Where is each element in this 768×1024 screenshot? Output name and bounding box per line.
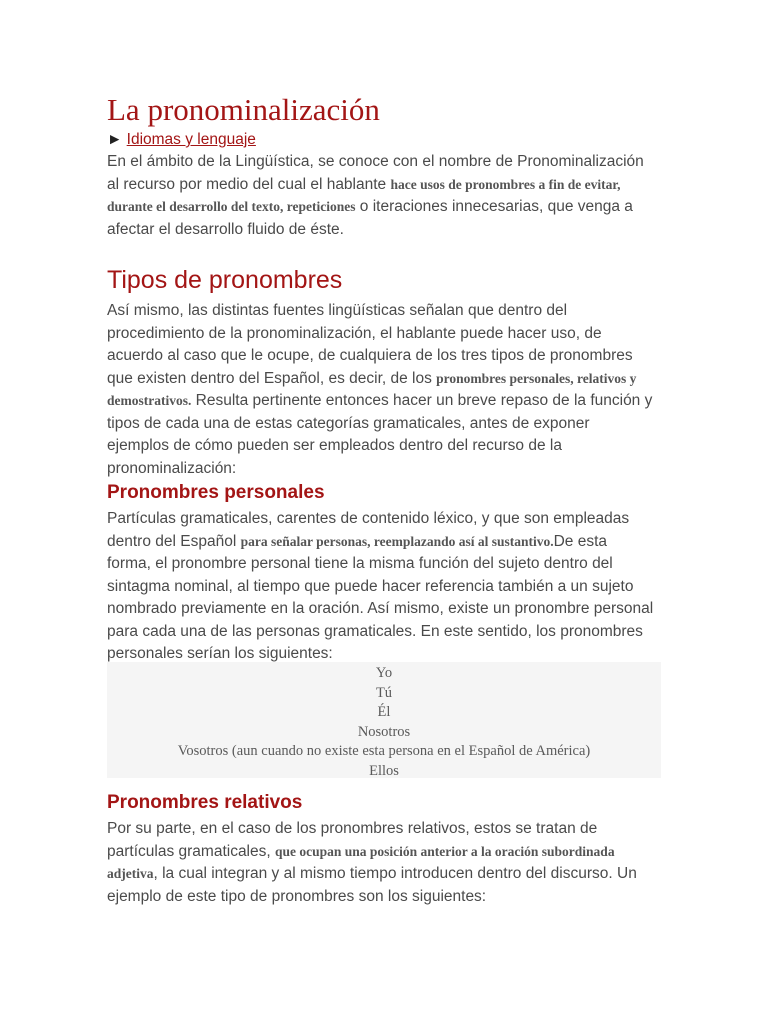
intro-text-2: o iteraciones innecesarias, que venga a afectar el desarrollo fluido de éste. (107, 198, 633, 238)
heading-pronombres-relativos: Pronombres relativos (107, 792, 303, 813)
relativos-bold-1: que ocupan una posición anterior a la oración subordinada adjetiva (107, 843, 615, 881)
tipos-paragraph (107, 300, 655, 480)
intro-bold-1: hace usos de pronombres a fin de evitar, durante el desarrollo del texto, repeticiones (107, 176, 621, 214)
list-item: Vosotros (aun cuando no existe esta persona en el Español de América) (177, 743, 591, 759)
list-item: Nosotros (357, 723, 411, 740)
intro-text-1: En el ámbito de la Lingüística, se conoce con el nombre de Pronominalización al recurso por medio del cual el hablante (107, 153, 644, 193)
tipos-bold-1: pronombres personales, relativos y demostrativos. (107, 370, 637, 408)
relativos-paragraph (107, 818, 655, 908)
intro-paragraph (107, 151, 655, 241)
relativos-text-2: , la cual integran y al mismo tiempo introducen dentro del discurso. Un ejemplo de este tipo de pronombres son los siguientes: (107, 865, 637, 905)
personales-text-1: Partículas gramaticales, carentes de contenido léxico, y que son empleadas dentro del Español (107, 510, 630, 550)
tipos-text-1: Así mismo, las distintas fuentes lingüísticas señalan que dentro del procedimiento de la pronominalización, el hablante puede hacer uso, de acuerdo al caso que le ocupe, de cualquiera de los tres tipos de pronombres que existen dentro del Español, es decir, de los (107, 302, 633, 387)
tipos-text-2: Resulta pertinente entonces hacer un breve repaso de la función y tipos de cada una de estas categorías gramaticales, antes de exponer ejemplos de cómo pueden ser empleados dentro del recurso de la pronominalización: (107, 392, 653, 477)
list-item: Él (377, 704, 391, 720)
list-item: Ellos (369, 762, 399, 779)
breadcrumb-link-idiomas[interactable]: Idiomas y lenguaje (126, 131, 256, 148)
heading-pronombres-personales: Pronombres personales (107, 482, 325, 503)
page-title: La pronominalización (107, 92, 380, 127)
personales-paragraph (107, 508, 655, 666)
list-item: Yo (375, 665, 393, 681)
list-item: Tú (375, 684, 393, 701)
heading-tipos-de-pronombres: Tipos de pronombres (107, 266, 343, 294)
breadcrumb (107, 131, 256, 149)
personal-pronouns-list (107, 662, 661, 778)
triangle-right-icon: ► (107, 131, 123, 148)
personales-text-2: De esta forma, el pronombre personal tiene la misma función del sujeto dentro del sintagma nominal, al tiempo que puede hacer referencia también a un sujeto nombrado previamente en la oración. Así mismo, existe un pronombre personal para cada una de las personas gramaticales. En este sentido, los pronombres personales serían los siguientes: (107, 532, 654, 662)
personales-bold-1: para señalar personas, reemplazando así al sustantivo. (240, 533, 554, 549)
relativos-text-1: Por su parte, en el caso de los pronombres relativos, estos se tratan de partículas gramaticales, (107, 820, 598, 860)
